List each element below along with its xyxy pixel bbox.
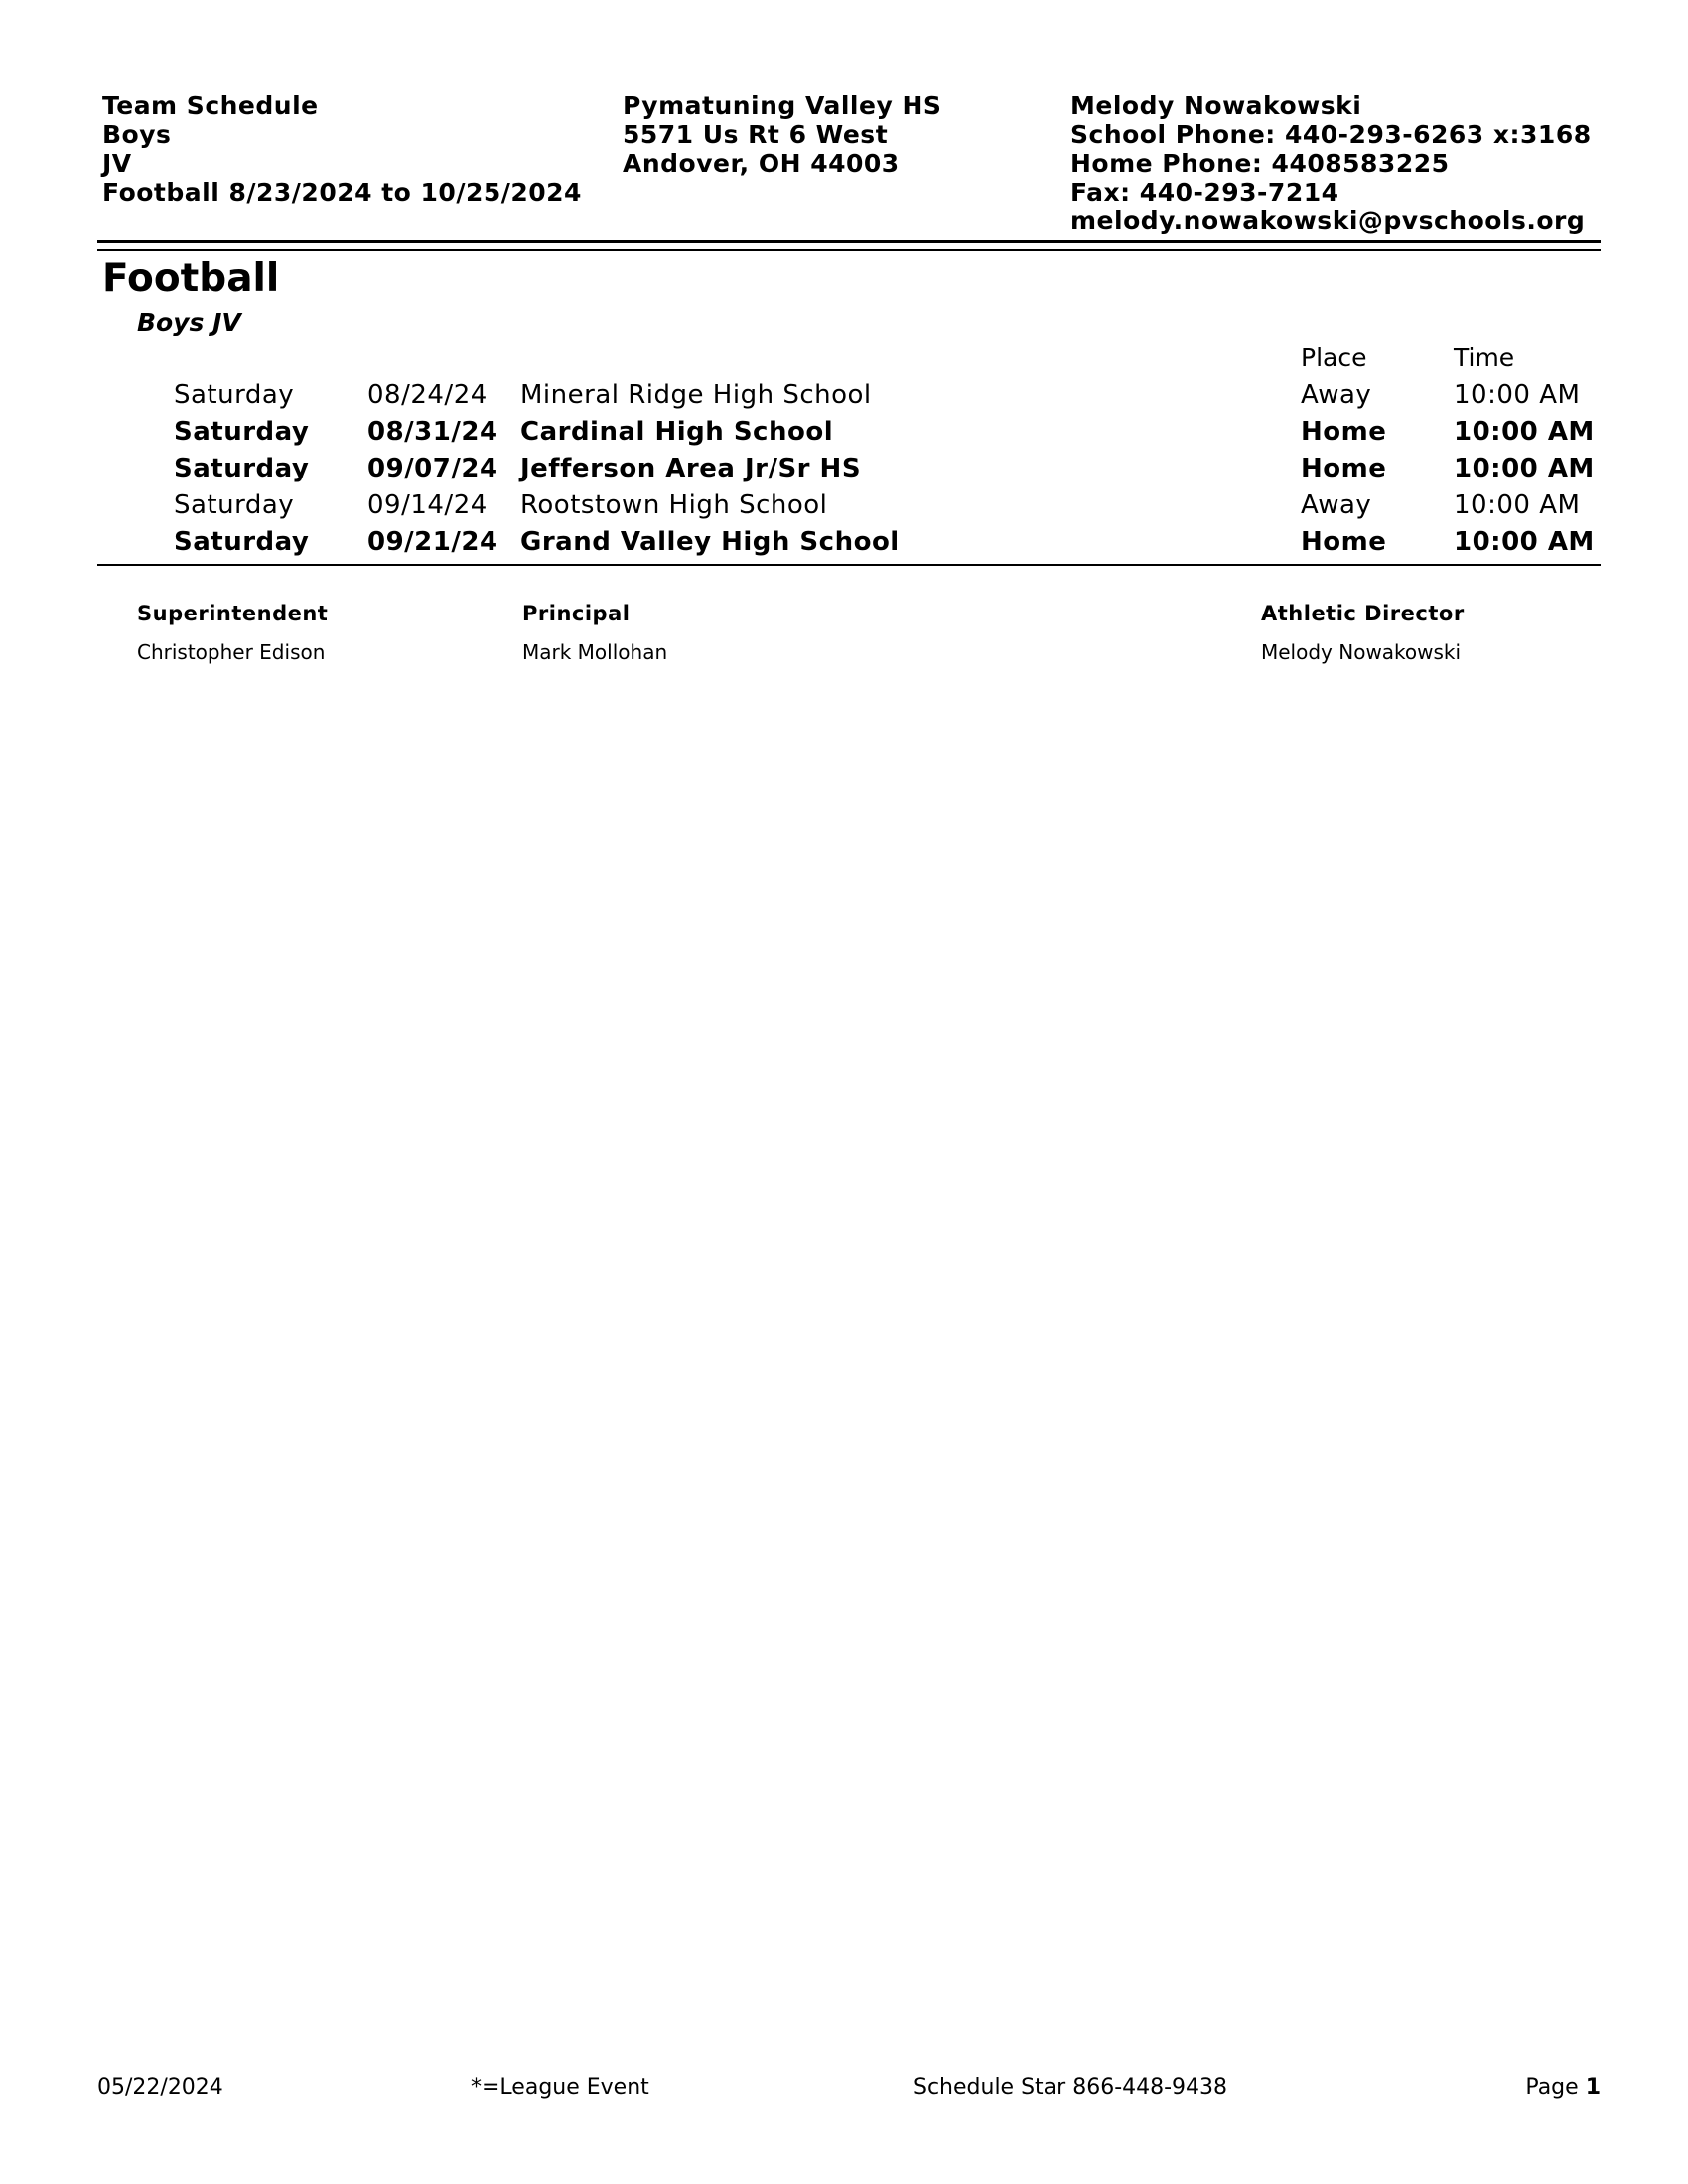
header-team-line: Boys <box>102 120 172 149</box>
footer-page-label: Page <box>1525 2075 1579 2100</box>
athletic-director-name: Melody Nowakowski <box>1261 640 1462 664</box>
footer-print-date: 05/22/2024 <box>97 2075 223 2100</box>
game-time: 10:00 AM <box>1454 490 1581 520</box>
game-date: 09/21/24 <box>367 527 498 557</box>
footer-page-value: 1 <box>1585 2075 1601 2100</box>
header-divider <box>97 249 1601 251</box>
game-opponent: Cardinal High School <box>520 417 834 447</box>
superintendent-block <box>137 602 328 664</box>
game-opponent: Jefferson Area Jr/Sr HS <box>520 454 862 483</box>
header-school-line: Andover, OH 44003 <box>623 149 900 178</box>
team-subtitle: Boys JV <box>137 308 241 337</box>
game-time: 10:00 AM <box>1454 454 1595 483</box>
game-day: Saturday <box>174 490 295 520</box>
header-school-address <box>623 91 941 178</box>
superintendent-name: Christopher Edison <box>137 640 326 664</box>
athletic-director-block <box>1261 602 1465 664</box>
schedule-row <box>0 380 1688 417</box>
schedule-divider <box>97 564 1601 566</box>
game-time: 10:00 AM <box>1454 380 1581 410</box>
game-time: 10:00 AM <box>1454 527 1595 557</box>
column-header-place: Place <box>1301 343 1367 372</box>
game-day: Saturday <box>174 380 295 410</box>
header-school-line: Pymatuning Valley HS <box>623 91 942 120</box>
superintendent-title: Superintendent <box>137 602 329 625</box>
header-contact-line: Home Phone: 4408583225 <box>1070 149 1450 178</box>
game-place: Away <box>1301 380 1372 410</box>
header-school-line: 5571 Us Rt 6 West <box>623 120 889 149</box>
game-place: Away <box>1301 490 1372 520</box>
game-date: 09/14/24 <box>367 490 488 520</box>
game-date: 08/31/24 <box>367 417 498 447</box>
game-opponent: Mineral Ridge High School <box>520 380 872 410</box>
game-day: Saturday <box>174 527 310 557</box>
game-opponent: Rootstown High School <box>520 490 828 520</box>
game-opponent: Grand Valley High School <box>520 527 900 557</box>
header-contact-line: School Phone: 440-293-6263 x:3168 <box>1070 120 1592 149</box>
schedule-row <box>0 417 1688 454</box>
athletic-director-title: Athletic Director <box>1261 602 1465 625</box>
header-contact-line: melody.nowakowski@pvschools.org <box>1070 206 1586 235</box>
principal-title: Principal <box>522 602 631 625</box>
header-team-info <box>102 91 582 206</box>
header-team-line: JV <box>102 149 132 178</box>
game-day: Saturday <box>174 417 310 447</box>
header-contact-info <box>1070 91 1592 235</box>
footer-schedule-star: Schedule Star 866-448-9438 <box>914 2075 1228 2100</box>
game-date: 09/07/24 <box>367 454 498 483</box>
footer-page-number <box>1525 2075 1601 2100</box>
header-contact-line: Fax: 440-293-7214 <box>1070 178 1339 206</box>
game-place: Home <box>1301 417 1387 447</box>
principal-block <box>522 602 667 664</box>
header-divider <box>97 240 1601 243</box>
header-contact-line: Melody Nowakowski <box>1070 91 1362 120</box>
principal-name: Mark Mollohan <box>522 640 668 664</box>
sport-title: Football <box>102 256 280 301</box>
game-place: Home <box>1301 527 1387 557</box>
game-date: 08/24/24 <box>367 380 488 410</box>
game-time: 10:00 AM <box>1454 417 1595 447</box>
schedule-row <box>0 454 1688 490</box>
schedule-row <box>0 527 1688 564</box>
header-team-line: Team Schedule <box>102 91 319 120</box>
column-header-time: Time <box>1454 343 1515 372</box>
game-place: Home <box>1301 454 1387 483</box>
header-team-line: Football 8/23/2024 to 10/25/2024 <box>102 178 582 206</box>
game-day: Saturday <box>174 454 310 483</box>
schedule-row <box>0 490 1688 527</box>
footer-league-legend: *=League Event <box>471 2075 649 2100</box>
